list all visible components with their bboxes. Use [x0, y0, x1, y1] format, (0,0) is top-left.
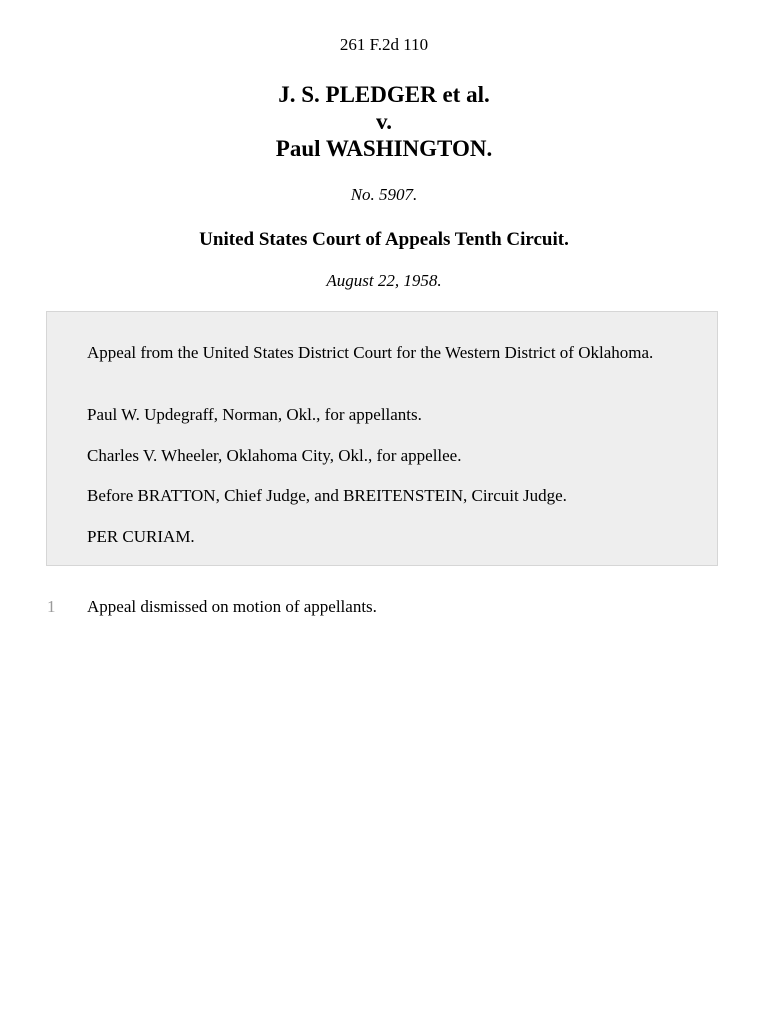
case-citation: 261 F.2d 110	[339, 35, 429, 54]
docket-number: No. 5907.	[350, 185, 418, 204]
case-title	[0, 81, 768, 162]
case-title-appellants: J. S. PLEDGER et al.	[278, 82, 490, 107]
counsel-appellants-text: Paul W. Updegraff, Norman, Okl., for appellants.	[87, 405, 422, 424]
panel-text: Before BRATTON, Chief Judge, and BREITENSTEIN, Circuit Judge.	[87, 486, 567, 505]
prelims-box	[46, 311, 718, 566]
decision-date: August 22, 1958.	[326, 271, 442, 290]
per-curiam-text: PER CURIAM.	[87, 527, 195, 546]
case-title-versus: v.	[376, 109, 392, 134]
paragraph-number: 1	[47, 597, 56, 616]
counsel-appellee-text: Charles V. Wheeler, Oklahoma City, Okl., for appellee.	[87, 446, 462, 465]
opinion-paragraph: Appeal dismissed on motion of appellants.	[87, 597, 377, 616]
appeal-from-text: Appeal from the United States District Court for the Western District of Oklahoma.	[87, 343, 654, 362]
case-title-appellee: Paul WASHINGTON.	[275, 136, 493, 161]
court-name: United States Court of Appeals Tenth Circuit.	[199, 229, 569, 250]
